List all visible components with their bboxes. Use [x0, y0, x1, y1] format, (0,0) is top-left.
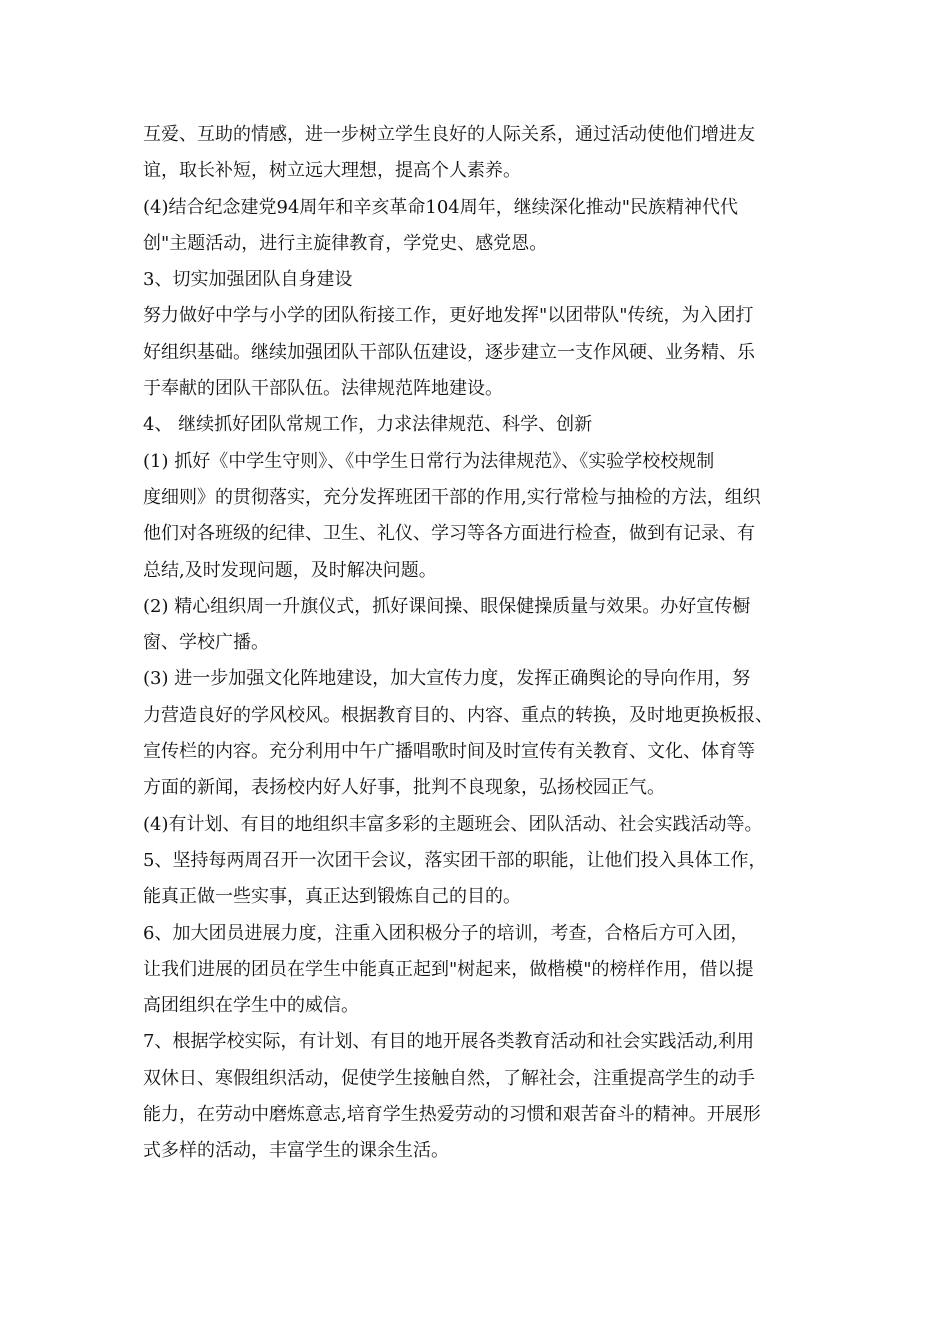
text-line: (2) 精心组织周一升旗仪式，抓好课间操、眼保健操质量与效果。办好宣传橱: [143, 595, 751, 617]
text-line: 互爱、互助的情感，进一步树立学生良好的人际关系，通过活动使他们增进友: [143, 124, 755, 145]
text-line: 式多样的活动，丰富学生的课余生活。: [143, 1140, 449, 1162]
text-line: (4)结合纪念建党94周年和辛亥革命104周年，继续深化推动"民族精神代代: [143, 196, 739, 218]
text-line: 7、根据学校实际，有计划、有目的地开展各类教育活动和社会实践活动,利用: [143, 1031, 755, 1053]
text-line: 能力，在劳动中磨炼意志,培育学生热爱劳动的习惯和艰苦奋斗的精神。开展形: [143, 1104, 761, 1126]
text-line: 度细则》的贯彻落实，充分发挥班团干部的作用,实行常检与抽检的方法，组织: [143, 486, 761, 508]
text-line: 他们对各班级的纪律、卫生、礼仪、学习等各方面进行检查，做到有记录、有: [143, 523, 755, 545]
text-line: 5、坚持每两周召开一次团干会议，落实团干部的职能，让他们投入具体工作，: [143, 849, 767, 871]
text-line: 努力做好中学与小学的团队衔接工作，更好地发挥"以团带队"传统，为入团打: [143, 305, 754, 327]
text-line: 总结,及时发现问题，及时解决问题。: [143, 559, 437, 581]
text-line: 好组织基础。继续加强团队干部队伍建设，逐步建立一支作风硬、业务精、乐: [143, 341, 755, 363]
text-line: 方面的新闻，表扬校内好人好事，批判不良现象，弘扬校园正气。: [143, 777, 665, 799]
text-line: 力营造良好的学风校风。根据教育目的、内容、重点的转换，及时地更换板报、: [143, 704, 773, 726]
text-line: 于奉献的团队干部队伍。法律规范阵地建设。: [143, 378, 503, 400]
text-line: 让我们进展的团员在学生中能真正起到"树起来，做楷模"的榜样作用，借以提: [143, 958, 754, 980]
text-line: 创"主题活动，进行主旋律教育，学党史、感党恩。: [143, 232, 548, 254]
text-line: 高团组织在学生中的威信。: [143, 995, 359, 1017]
text-line: 谊，取长补短，树立远大理想，提高个人素养。: [143, 160, 521, 182]
text-line: 宣传栏的内容。充分利用中午广播唱歌时间及时宣传有关教育、文化、体育等: [143, 741, 755, 763]
text-line: (3) 进一步加强文化阵地建设，加大宣传力度，发挥正确舆论的导向作用，努: [143, 668, 751, 690]
text-line: (1) 抓好《中学生守则》、《中学生日常行为法律规范》、《实验学校校规制: [143, 450, 715, 472]
section-heading: 4、 继续抓好团队常规工作，力求法律规范、科学、创新: [143, 414, 593, 436]
text-line: (4)有计划、有目的地组织丰富多彩的主题班会、团队活动、社会实践活动等。: [143, 813, 763, 835]
text-line: 双休日、寒假组织活动，促使学生接触自然，了解社会，注重提高学生的动手: [143, 1067, 755, 1089]
section-heading: 3、切实加强团队自身建设: [143, 269, 353, 291]
document-body: [143, 117, 813, 1170]
text-line: 能真正做一些实事，真正达到锻炼自己的目的。: [143, 886, 521, 908]
text-line: 窗、学校广播。: [143, 632, 269, 654]
text-line: 6、加大团员进展力度，注重入团积极分子的培训，考查，合格后方可入团，: [143, 922, 749, 944]
